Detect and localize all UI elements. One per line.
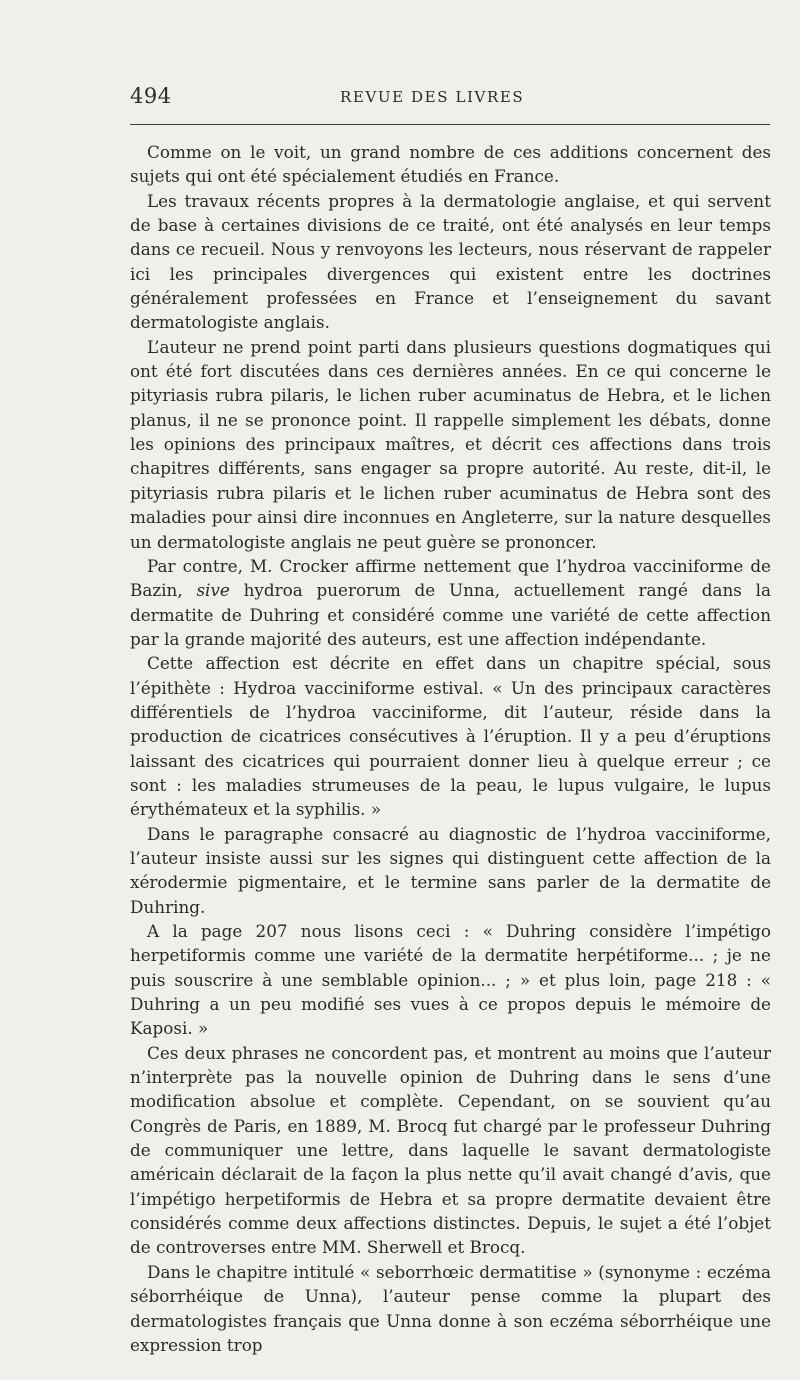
header-rule: [130, 124, 770, 125]
page-number: 494: [130, 84, 172, 108]
paragraph: Dans le chapitre intitulé « seborrhœic dermatitise » (synonyme : eczéma séborrhéique de Unna), l’auteur pense comme la plupart des dermatologistes français que Unna donne à son eczéma séborrhéique une expression trop: [130, 1261, 771, 1355]
paragraph: Cette affection est décrite en effet dans un chapitre spécial, sous l’épithète : Hydroa vacciniforme estival. « Un des principaux caractères différentiels de l’hydroa vacciniforme, dit l’auteur, réside dans la production de cicatrices consécutives à l’éruption. Il y a peu d’éruptions laissant des cicatrices qui pourraient donner lieu à quelque erreur ; ce sont : les maladies strumeuses de la peau, le lupus vulgaire, le lupus érythémateux et la syphilis. »: [130, 653, 771, 820]
italic-word: sive: [196, 580, 230, 601]
paragraph: L’auteur ne prend point parti dans plusieurs questions dogmatiques qui ont été fort discutées dans ces dernières années. En ce qui concerne le pityriasis rubra pilaris, le lichen ruber acuminatus de Hebra, et le lichen planus, il ne se prononce point. Il rappelle simplement les débats, donne les opinions des principaux maîtres, et décrit ces affections dans trois chapitres différents, sans engager sa propre autorité. Au reste, dit-il, le pityriasis rubra pilaris et le lichen ruber acuminatus de Hebra sont des maladies pour ainsi dire inconnues en Angleterre, sur la nature desquelles un dermatologiste anglais ne peut guère se prononcer.: [130, 336, 771, 552]
paragraph: Ces deux phrases ne concordent pas, et montrent au moins que l’auteur n’interprète pas la nouvelle opinion de Duhring dans le sens d’une modification absolue et complète. Cependant, on se souvient qu’au Congrès de Paris, en 1889, M. Brocq fut chargé par le professeur Duhring de communiquer une lettre, dans laquelle le savant dermatologiste américain déclarait de la façon la plus nette qu’il avait changé d’avis, que l’impétigo herpetiformis de Hebra et sa propre dermatite devaient être considérés comme deux affections distinctes. Depuis, le sujet a été l’objet de controverses entre MM. Sherwell et Brocq.: [130, 1042, 771, 1258]
paragraph: Comme on le voit, un grand nombre de ces additions concernent des sujets qui ont été spécialement étudiés en France.: [130, 142, 771, 187]
paragraph: Dans le paragraphe consacré au diagnostic de l’hydroa vacciniforme, l’auteur insiste aussi sur les signes qui distinguent cette affection de la xérodermie pigmentaire, et le termine sans parler de la dermatite de Duhring.: [130, 823, 771, 917]
paragraph-text: Par contre, M. Crocker affirme nettement que l’hydroa vacciniforme de Bazin,: [130, 555, 771, 601]
page-header: [130, 84, 770, 114]
paragraph: A la page 207 nous lisons ceci : « Duhring considère l’impétigo herpetiformis comme une variété de la dermatite herpétiforme... ; je ne puis souscrire à une semblable opinion... ; » et plus loin, page 218 : « Duhring a un peu modifié ses vues à ce propos depuis le mémoire de Kaposi. »: [130, 921, 771, 1039]
running-head: REVUE DES LIVRES: [340, 88, 525, 106]
body-text: [130, 140, 771, 1357]
paragraph: Les travaux récents propres à la dermatologie anglaise, et qui servent de base à certaines divisions de ce traité, ont été analysés en leur temps dans ce recueil. Nous y renvoyons les lecteurs, nous réservant de rappeler ici les principales divergences qui existent entre les doctrines généralement professées en France et l’enseignement du savant dermatologiste anglais.: [130, 190, 771, 333]
paragraph: [130, 554, 771, 651]
paragraph-text: hydroa puerorum de Unna, actuellement rangé dans la dermatite de Duhring et considéré comme une variété de cette affection par la grande majorité des auteurs, est une affection indépendante.: [130, 580, 771, 649]
